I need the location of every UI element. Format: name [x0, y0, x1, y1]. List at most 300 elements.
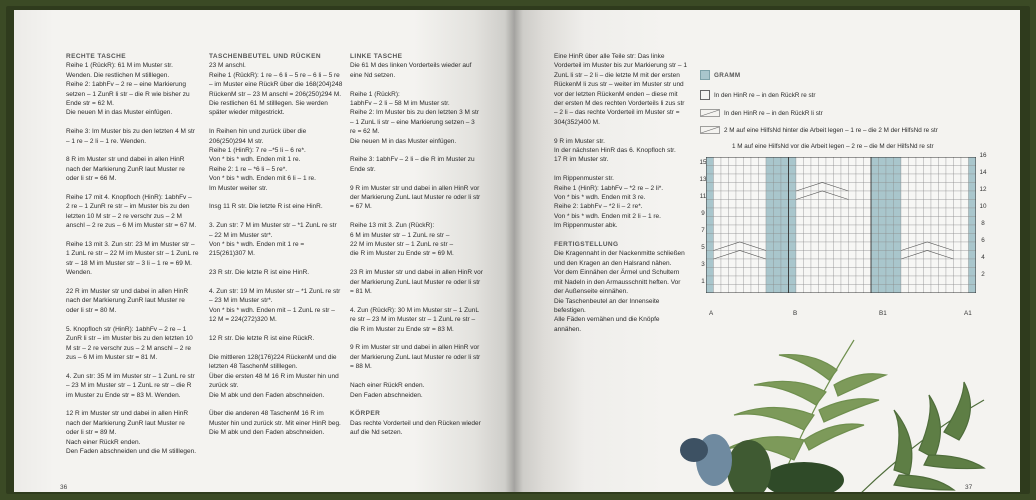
chart-cell	[796, 208, 804, 217]
chart-cell	[744, 259, 752, 268]
chart-cell	[774, 217, 782, 226]
chart-cell	[856, 225, 864, 234]
chart-cell	[909, 191, 917, 200]
chart-cell	[931, 200, 939, 209]
chart-cell	[886, 276, 894, 285]
chart-cell	[819, 174, 827, 183]
paragraph: 23 R str. Die letzte R ist eine HinR.	[209, 269, 310, 277]
chart-cell	[961, 259, 969, 268]
chart-cell	[804, 259, 812, 268]
chart-cell	[931, 183, 939, 192]
row-number: 15	[699, 159, 707, 166]
chart-cell	[841, 259, 849, 268]
chart-cell	[916, 183, 924, 192]
chart-cell	[954, 208, 962, 217]
legend-item	[700, 109, 938, 117]
chart-cell	[871, 208, 879, 217]
legend-text: 2 M auf eine HilfsNd hinter die Arbeit legen – 1 re – die 2 M der HilfsNd re str	[724, 126, 938, 134]
chart-cell	[721, 183, 729, 192]
chart-cell	[759, 285, 767, 294]
chart-cell	[766, 234, 774, 243]
chart-cell	[736, 200, 744, 209]
column-label-a1: A1	[964, 310, 972, 317]
chart-cell	[804, 234, 812, 243]
chart-cell	[781, 276, 789, 285]
chart-cell	[969, 242, 977, 251]
paragraph: 23 M anschl. Reihe 1 (RückR): 1 re – 6 li – 5 re – 6 li – 5 re – im Muster eine RückR über die 168(204)248 RückenM str – 23 M anschl = 206(250)294 M. Die restlichen 61 M stilllegen. Sie werden später wieder mitgestrickt.	[209, 62, 343, 117]
chart-cell	[961, 285, 969, 294]
chart-cell	[804, 242, 812, 251]
chart-cell	[969, 251, 977, 260]
chart-cell	[774, 200, 782, 209]
chart-cell	[706, 268, 714, 277]
chart-cell	[969, 276, 977, 285]
chart-cell	[894, 276, 902, 285]
chart-cell	[856, 191, 864, 200]
chart-cell	[909, 174, 917, 183]
row-number: 12	[979, 186, 987, 193]
chart-cell	[789, 191, 797, 200]
row-number: 9	[701, 210, 705, 217]
chart-cell	[834, 166, 842, 175]
chart-cell	[871, 217, 879, 226]
chart-cell	[931, 259, 939, 268]
chart-cell	[909, 259, 917, 268]
chart-cell	[789, 285, 797, 294]
section-heading: FERTIGSTELLUNG	[554, 241, 619, 249]
chart-cell	[826, 268, 834, 277]
chart-cell	[811, 208, 819, 217]
chart-cell	[751, 208, 759, 217]
chart-cell	[939, 217, 947, 226]
chart-cell	[774, 166, 782, 175]
chart-cell	[901, 268, 909, 277]
chart-cell	[879, 166, 887, 175]
chart-cell	[856, 217, 864, 226]
chart-cell	[721, 157, 729, 166]
chart-cell	[879, 259, 887, 268]
chart-cell	[721, 225, 729, 234]
chart-cell	[774, 242, 782, 251]
chart-cell	[736, 276, 744, 285]
chart-cell	[924, 217, 932, 226]
chart-cell	[811, 251, 819, 260]
chart-cell	[916, 191, 924, 200]
chart-cell	[789, 174, 797, 183]
chart-cell	[901, 217, 909, 226]
chart-cell	[744, 183, 752, 192]
chart-cell	[969, 208, 977, 217]
chart-cell	[714, 166, 722, 175]
chart-cell	[894, 166, 902, 175]
chart-cell	[759, 166, 767, 175]
chart-cell	[909, 225, 917, 234]
chart-cell	[774, 174, 782, 183]
chart-cell	[849, 225, 857, 234]
chart-cell	[961, 251, 969, 260]
chart-cell	[819, 276, 827, 285]
chart-cell	[871, 276, 879, 285]
chart-cell	[894, 251, 902, 260]
chart-cell	[931, 217, 939, 226]
chart-cell	[924, 259, 932, 268]
chart-cell	[841, 200, 849, 209]
chart-cell	[766, 200, 774, 209]
chart-cell	[916, 285, 924, 294]
chart-cell	[826, 157, 834, 166]
chart-cell	[819, 166, 827, 175]
chart-cell	[781, 157, 789, 166]
section-heading: TASCHENBEUTEL UND RÜCKEN	[209, 53, 321, 60]
paragraph: 4. Zun str: 19 M im Muster str – *1 ZunL re str – 23 M im Muster str*. Von * bis * wdh. Enden mit – 1 ZunL re str – 12 M = 224(272)320 M.	[209, 288, 341, 324]
chart-cell	[811, 242, 819, 251]
chart-cell	[804, 251, 812, 260]
chart-cell	[736, 183, 744, 192]
chart-cell	[796, 157, 804, 166]
chart-cell	[736, 166, 744, 175]
chart-cell	[886, 157, 894, 166]
chart-cell	[729, 166, 737, 175]
chart-cell	[729, 285, 737, 294]
chart-cell	[864, 157, 872, 166]
chart-cell	[856, 276, 864, 285]
right-page	[514, 10, 1020, 492]
chart-cell	[961, 157, 969, 166]
chart-cell	[811, 166, 819, 175]
chart-cell	[931, 234, 939, 243]
chart-cell	[916, 225, 924, 234]
chart-cell	[871, 183, 879, 192]
chart-cell	[781, 208, 789, 217]
row-number: 7	[701, 227, 705, 234]
chart-cell	[759, 268, 767, 277]
chart-cell	[939, 166, 947, 175]
chart-cell	[916, 259, 924, 268]
chart-cell	[834, 234, 842, 243]
chart-cell	[721, 166, 729, 175]
chart-cell	[796, 225, 804, 234]
chart-cell	[744, 225, 752, 234]
chart-cell	[849, 166, 857, 175]
chart-cell	[721, 259, 729, 268]
chart-cell	[879, 183, 887, 192]
chart-cell	[916, 268, 924, 277]
chart-cell	[871, 268, 879, 277]
chart-cell	[909, 285, 917, 294]
left-column-2	[209, 52, 349, 447]
chart-cell	[811, 200, 819, 209]
chart-cell	[759, 200, 767, 209]
chart-cell	[789, 234, 797, 243]
chart-cell	[804, 174, 812, 183]
chart-cell	[931, 225, 939, 234]
chart-cell	[774, 285, 782, 294]
chart-cell	[781, 183, 789, 192]
chart-cell	[946, 234, 954, 243]
blue-stone-shape	[680, 434, 732, 486]
chart-cell	[811, 234, 819, 243]
chart-cell	[954, 276, 962, 285]
chart-cell	[834, 259, 842, 268]
row-number: 10	[979, 203, 987, 210]
chart-cell	[969, 191, 977, 200]
chart-cell	[856, 157, 864, 166]
chart-cell	[849, 183, 857, 192]
chart-cell	[969, 234, 977, 243]
chart-cell	[909, 166, 917, 175]
chart-cell	[766, 259, 774, 268]
column-label-b: B	[793, 310, 798, 317]
chart-cell	[909, 268, 917, 277]
chart-cell	[759, 234, 767, 243]
chart-cell	[931, 285, 939, 294]
chart-cell	[841, 174, 849, 183]
chart-cell	[841, 225, 849, 234]
chart-cell	[751, 200, 759, 209]
column-label-a: A	[709, 310, 714, 317]
chart-cell	[751, 191, 759, 200]
chart-cell	[729, 208, 737, 217]
chart-cell	[759, 183, 767, 192]
chart-cell	[946, 157, 954, 166]
chart-cell	[886, 268, 894, 277]
chart-cell	[841, 234, 849, 243]
chart-cell	[961, 200, 969, 209]
chart-cell	[879, 225, 887, 234]
chart-cell	[834, 217, 842, 226]
chart-cell	[826, 285, 834, 294]
chart-cell	[826, 251, 834, 260]
chart-cell	[796, 276, 804, 285]
paragraph: 23 R im Muster str und dabei in allen HinR vor der Markierung ZunL laut Muster re oder li str = 81 M.	[350, 269, 483, 296]
chart-cell	[939, 285, 947, 294]
chart-cell	[886, 285, 894, 294]
chart-cell	[924, 268, 932, 277]
chart-cell	[759, 208, 767, 217]
chart-cell	[781, 217, 789, 226]
chart-cell	[781, 191, 789, 200]
chart-cell	[864, 166, 872, 175]
chart-cell	[894, 217, 902, 226]
chart-cell	[714, 234, 722, 243]
chart-cell	[961, 208, 969, 217]
chart-cell	[796, 268, 804, 277]
chart-cell	[781, 200, 789, 209]
chart-cell	[901, 225, 909, 234]
chart-cell	[736, 217, 744, 226]
chart-cell	[841, 166, 849, 175]
chart-cell	[751, 183, 759, 192]
legend-text: 1 M auf eine HilfsNd vor die Arbeit legen – 2 re – die M der HilfsNd re str	[732, 143, 934, 150]
chart-cell	[931, 157, 939, 166]
chart-cell	[736, 191, 744, 200]
chart-cell	[931, 166, 939, 175]
section-heading: LINKE TASCHE	[350, 53, 403, 60]
chart-cell	[819, 259, 827, 268]
chart-cell	[766, 217, 774, 226]
chart-cell	[879, 157, 887, 166]
chart-cell	[909, 200, 917, 209]
chart-cell	[886, 217, 894, 226]
chart-cell	[729, 191, 737, 200]
chart-cell	[714, 183, 722, 192]
chart-cell	[766, 191, 774, 200]
chart-cell	[751, 268, 759, 277]
chart-cell	[954, 234, 962, 243]
chart-cell	[939, 183, 947, 192]
chart-cell	[789, 225, 797, 234]
chart-cell	[721, 200, 729, 209]
chart-cell	[781, 251, 789, 260]
chart-cell	[751, 234, 759, 243]
chart-cell	[826, 174, 834, 183]
chart-cell	[849, 285, 857, 294]
chart-cell	[729, 234, 737, 243]
chart-cell	[841, 276, 849, 285]
chart-cell	[826, 234, 834, 243]
chart-cell	[849, 157, 857, 166]
chart-cell	[894, 183, 902, 192]
chart-cell	[811, 225, 819, 234]
row-number: 16	[979, 152, 987, 159]
chart-cell	[804, 225, 812, 234]
chart-cell	[736, 251, 744, 260]
chart-cell	[826, 259, 834, 268]
chart-grid	[706, 157, 976, 293]
chart-cell	[729, 217, 737, 226]
chart-cell	[969, 157, 977, 166]
chart-cell	[714, 217, 722, 226]
paragraph: Über die anderen 48 TaschenM 16 R im Muster hin und zurück str. Mit einer HinR beg. Die M abk und den Faden abschneiden.	[209, 410, 341, 437]
chart-cell	[909, 208, 917, 217]
chart-cell	[796, 174, 804, 183]
chart-cell	[939, 191, 947, 200]
chart-cell	[759, 276, 767, 285]
chart-cell	[706, 285, 714, 294]
chart-cell	[886, 174, 894, 183]
chart-cell	[916, 276, 924, 285]
chart-cell	[736, 174, 744, 183]
chart-cell	[864, 276, 872, 285]
paragraph: 8 R im Muster str und dabei in allen HinR nach der Markierung ZunR laut Muster re oder li str = 66 M.	[66, 156, 185, 183]
chart-cell	[729, 200, 737, 209]
chart-cell	[781, 242, 789, 251]
section-heading: KÖRPER	[350, 410, 381, 418]
chart-cell	[789, 251, 797, 260]
chart-cell	[886, 259, 894, 268]
chart-cell	[946, 276, 954, 285]
chart-cell	[901, 259, 909, 268]
chart-cell	[924, 183, 932, 192]
row-number: 13	[699, 176, 707, 183]
paragraph: Reihe 3: Im Muster bis zu den letzten 4 M str – 1 re – 2 li – 1 re. Wenden.	[66, 128, 195, 145]
chart-cell	[774, 191, 782, 200]
chart-cell	[706, 217, 714, 226]
chart-cell	[954, 242, 962, 251]
chart-cell	[834, 242, 842, 251]
row-number: 5	[701, 244, 705, 251]
chart-cell	[789, 259, 797, 268]
paragraph: 4. Zun (RückR): 30 M im Muster str – 1 ZunL re str – 23 M im Muster str – 1 ZunL re str – die R im Muster zu Ende str = 83 M.	[350, 306, 479, 333]
chart-cell	[864, 225, 872, 234]
section-heading: RECHTE TASCHE	[66, 53, 126, 60]
chart-cell	[751, 225, 759, 234]
chart-cell	[834, 208, 842, 217]
chart-cell	[721, 217, 729, 226]
chart-cell	[744, 268, 752, 277]
chart-cell	[961, 166, 969, 175]
chart-cell	[781, 174, 789, 183]
row-number: 11	[699, 193, 707, 200]
chart-cell	[939, 157, 947, 166]
chart-cell	[954, 285, 962, 294]
chart-cell	[961, 234, 969, 243]
chart-cell	[849, 234, 857, 243]
chart-cell	[886, 191, 894, 200]
chart-cell	[901, 285, 909, 294]
chart-cell	[849, 242, 857, 251]
chart-cell	[849, 268, 857, 277]
chart-cell	[759, 259, 767, 268]
paragraph: In Reihen hin und zurück über die 206(250)294 M str. Reihe 1 (HinR): 7 re –*5 li – 6 re*. Von * bis * wdh. Enden mit 1 re. Reihe 2: 1 re – *6 li – 5 re*. Von * bis * wdh. Enden mit 6 li – 1 re. Im Muster weiter str.	[209, 128, 316, 192]
chart-cell	[954, 157, 962, 166]
chart-cell	[751, 157, 759, 166]
page-number-left: 36	[60, 484, 68, 491]
chart-cell	[879, 217, 887, 226]
chart-cell	[946, 217, 954, 226]
paragraph: Reihe 13 mit 3. Zun str: 23 M im Muster str – 1 ZunL re str – 22 M im Muster str – 1 ZunL re str – 18 M im Muster str – 3 li – 1 re = 69 M. Wenden.	[66, 241, 199, 277]
chart-cell	[834, 251, 842, 260]
chart-cell	[781, 234, 789, 243]
chart-cell	[781, 225, 789, 234]
chart-cell	[856, 200, 864, 209]
chart-cell	[744, 166, 752, 175]
chart-cell	[819, 251, 827, 260]
chart-cell	[841, 242, 849, 251]
chart-cell	[766, 251, 774, 260]
chart-cell	[849, 208, 857, 217]
chart-cell	[954, 225, 962, 234]
chart-cell	[721, 268, 729, 277]
chart-cell	[939, 174, 947, 183]
chart-cell	[939, 268, 947, 277]
chart-cell	[789, 157, 797, 166]
chart-cell	[946, 174, 954, 183]
chart-cell	[819, 268, 827, 277]
chart-cell	[796, 251, 804, 260]
chart-cell	[729, 268, 737, 277]
chart-cell	[781, 259, 789, 268]
chart-cell	[834, 157, 842, 166]
chart-cell	[879, 234, 887, 243]
chart-cell	[766, 157, 774, 166]
chart-cell	[886, 183, 894, 192]
chart-cell	[879, 174, 887, 183]
knitting-chart	[706, 157, 976, 293]
chart-cell	[961, 225, 969, 234]
chart-cell	[961, 276, 969, 285]
chart-cell	[939, 208, 947, 217]
chart-cell	[961, 183, 969, 192]
chart-cell	[969, 268, 977, 277]
chart-cell	[871, 157, 879, 166]
chart-cell	[894, 225, 902, 234]
legend-header	[700, 70, 938, 80]
chart-cell	[901, 200, 909, 209]
chart-cell	[871, 174, 879, 183]
chart-cell	[849, 217, 857, 226]
chart-cell	[901, 183, 909, 192]
